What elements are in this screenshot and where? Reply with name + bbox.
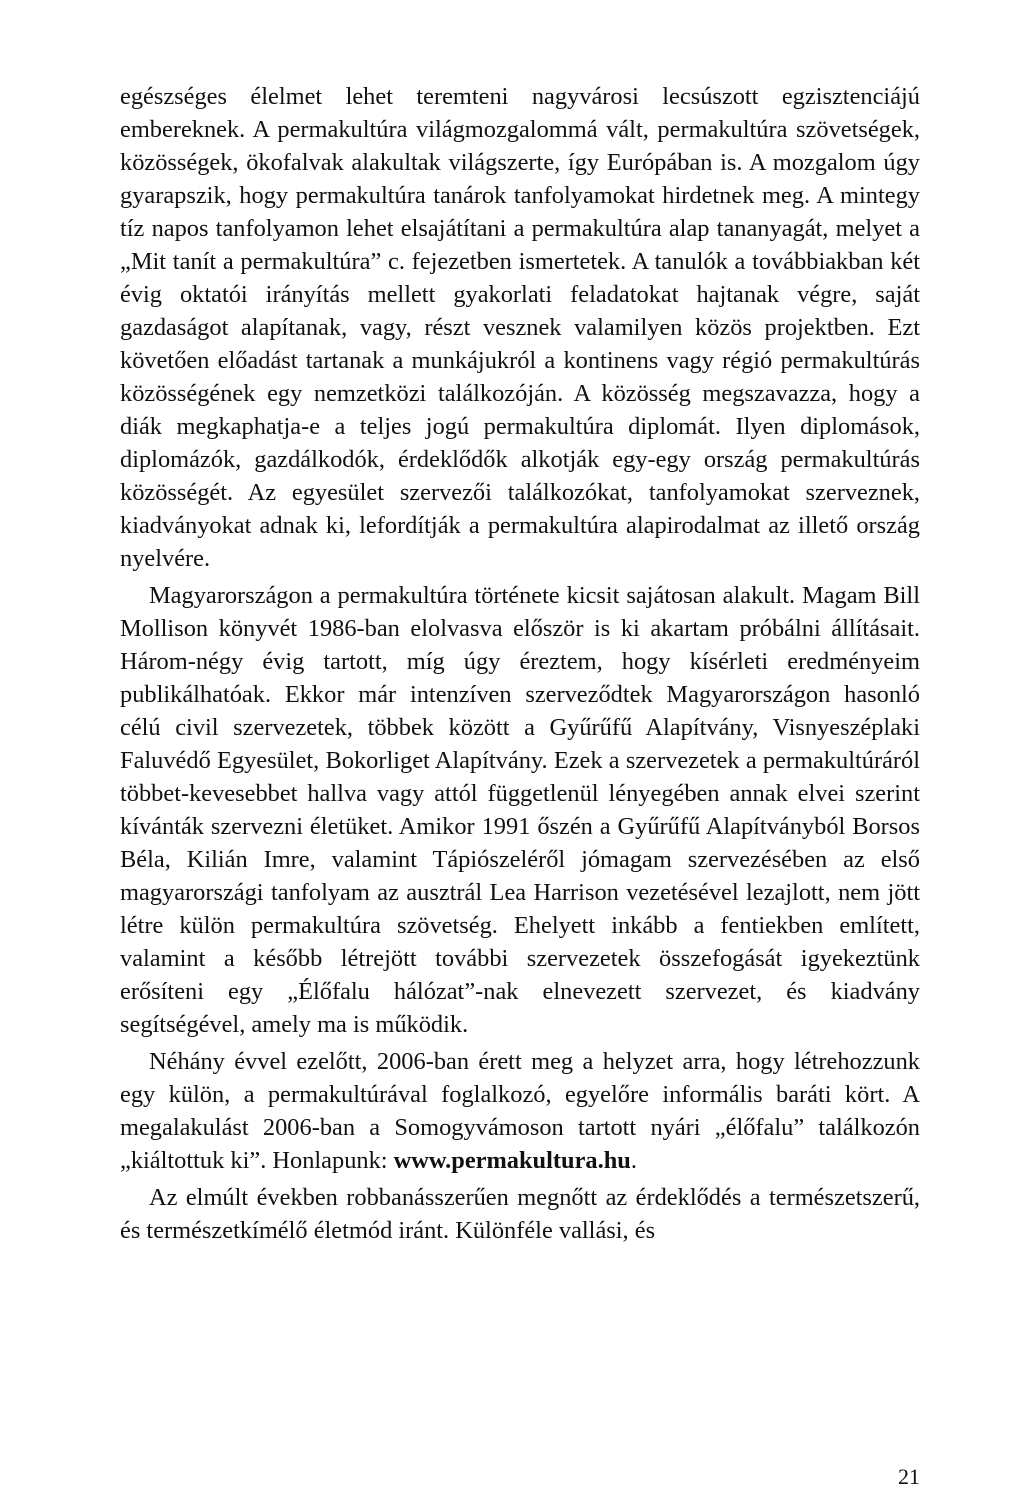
website-url: www.permakultura.hu [393, 1147, 631, 1174]
paragraph-4: Az elmúlt években robbanásszerűen megnőtt az érdeklődés a természetszerű, és természetkímélő életmód iránt. Különféle vallási, és [120, 1184, 920, 1244]
paragraph-3-end: . [630, 1147, 637, 1174]
paragraph-1: egészséges élelmet lehet teremteni nagyvárosi lecsúszott egzisztenciájú embereknek. A permakultúra világmozgalommá vált, permakultúra szövetségek, közösségek, ökofalvak alakultak világszerte, így Európában is. A mozgalom úgy gyarapszik, hogy permakultúra tanárok tanfolyamokat hirdetnek meg. A mintegy tíz napos tanfolyamon lehet elsajátítani a permakultúra alap tananyagát, melyet a „Mit tanít a permakultúra” c. fejezetben ismertetek. A tanulók a továbbiakban két évig oktatói irányítás mellett gyakorlati feladatokat hajtanak végre, saját gazdaságot alapítanak, vagy, részt vesznek valamilyen közös projektben. Ezt követően előadást tartanak a munkájukról a kontinens vagy régió permakultúrás közösségének egy nemzetközi találkozóján. A közösség megszavazza, hogy a diák megkaphatja-e a teljes jogú permakultúra diplomát. Ilyen diplomások, diplomázók, gazdálkodók, érdeklődők alkotják egy-egy ország permakultúrás közösségét. Az egyesület szervezői találkozókat, tanfolyamokat szerveznek, kiadványokat adnak ki, lefordítják a permakultúra alapirodalmat az illető ország nyelvére. [120, 83, 920, 572]
paragraph-3-text: Néhány évvel ezelőtt, 2006-ban érett meg a helyzet arra, hogy létrehozzunk egy külön, a permakultúrával foglalkozó, egyelőre informális baráti kört. A megalakulást 2006-ban a Somogyvámoson tartott nyári „élőfalu” találkozón „kiáltottuk ki”. Honlapunk: [120, 1048, 920, 1174]
paragraph-2: Magyarországon a permakultúra története kicsit sajátosan alakult. Magam Bill Mollison könyvét 1986-ban elolvasva először is ki akartam próbálni állításait. Három-négy évig tartott, míg úgy éreztem, hogy kísérleti eredményeim publikálhatóak. Ekkor már intenzíven szerveződtek Magyarországon hasonló célú civil szervezetek, többek között a Gyűrűfű Alapítvány, Visnyeszéplaki Faluvédő Egyesület, Bokorliget Alapítvány. Ezek a szervezetek a permakultúráról többet-kevesebbet hallva vagy attól függetlenül lényegében annak elvei szerint kívánták szervezni életüket. Amikor 1991 őszén a Gyűrűfű Alapítványból Borsos Béla, Kilián Imre, valamint Tápiószeléről jómagam szervezésében az első magyarországi tanfolyam az ausztrál Lea Harrison vezetésével lezajlott, nem jött létre külön permakultúra szövetség. Ehelyett inkább a fentiekben említett, valamint a később létrejött további szervezetek összefogását igyekeztünk erősíteni egy „Élőfalu hálózat”-nak elnevezett szervezet, és kiadvány segítségével, amely ma is működik. [120, 582, 920, 1038]
page-number: 21 [898, 1464, 920, 1489]
page-body [120, 80, 920, 1247]
paragraph-3 [120, 1045, 920, 1177]
